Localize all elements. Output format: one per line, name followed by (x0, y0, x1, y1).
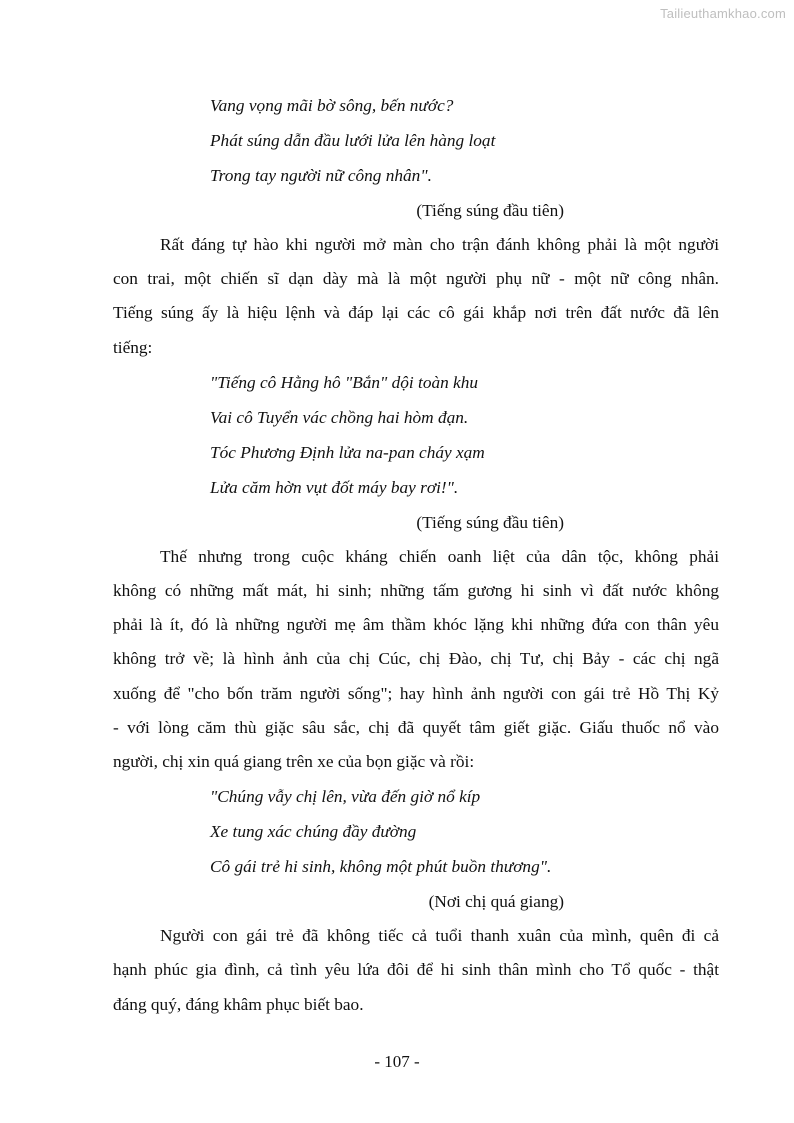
verse-line: Xe tung xác chúng đầy đường (210, 822, 417, 842)
verse-line: "Tiếng cô Hằng hô "Bắn" dội toàn khu (210, 372, 479, 392)
watermark: Tailieuthamkhao.com (660, 6, 786, 21)
paragraph-line: Tiếng súng ấy là hiệu lệnh và đáp lại các cô gái khắp nơi trên đất nước đã lên (113, 303, 719, 323)
paragraph-line: không có những mất mát, hi sinh; những tấm gương hi sinh vì đất nước không (113, 581, 719, 601)
verse-line: Vang vọng mãi bờ sông, bến nước? (210, 96, 454, 115)
paragraph-line: tiếng: (113, 337, 153, 357)
paragraph-line: xuống để "cho bốn trăm người sống"; hay hình ảnh người con gái trẻ Hồ Thị Kỷ (113, 683, 719, 703)
paragraph-line: Rất đáng tự hào khi người mở màn cho trận đánh không phải là một người (160, 235, 719, 254)
poem-source-2: (Tiếng súng đầu tiên) (416, 512, 564, 532)
verse-line: Trong tay người nữ công nhân". (210, 166, 432, 185)
paragraph-line: Người con gái trẻ đã không tiếc cả tuổi thanh xuân của mình, quên đi cả (160, 926, 719, 946)
verse-line: Lửa căm hờn vụt đốt máy bay rơi!". (210, 477, 459, 497)
paragraph-3 (113, 919, 719, 1022)
poem-excerpt-1 (210, 88, 719, 193)
paragraph-line: đáng quý, đáng khâm phục biết bao. (113, 994, 364, 1014)
paragraph-line: phải là ít, đó là những người mẹ âm thầm khóc lặng khi những đứa con thân yêu (113, 615, 719, 635)
page-number: - 107 - (374, 1052, 420, 1071)
verse-line: Vai cô Tuyển vác chồng hai hòm đạn. (210, 407, 469, 427)
verse-line: Cô gái trẻ hi sinh, không một phút buồn thương". (210, 857, 552, 877)
paragraph-line: không trở về; là hình ảnh của chị Cúc, chị Đào, chị Tư, chị Bảy - các chị ngã (113, 649, 719, 669)
verse-line: "Chúng vẫy chị lên, vừa đến giờ nổ kíp (210, 787, 481, 807)
paragraph-1 (113, 228, 719, 365)
paragraph-line: con trai, một chiến sĩ dạn dày mà là một người phụ nữ - một nữ công nhân. (113, 269, 719, 289)
poem-source-3: (Nơi chị quá giang) (428, 892, 564, 912)
paragraph-line: hạnh phúc gia đình, cả tình yêu lứa đôi để hi sinh thân mình cho Tổ quốc - thật (113, 960, 719, 980)
paragraph-line: người, chị xin quá giang trên xe của bọn giặc và rồi: (113, 752, 475, 772)
page-body (113, 88, 719, 1022)
poem-source-1: (Tiếng súng đầu tiên) (416, 201, 564, 220)
poem-excerpt-3 (210, 779, 719, 884)
verse-line: Phát súng dẫn đầu lưới lửa lên hàng loạt (210, 131, 496, 150)
paragraph-line: Thế nhưng trong cuộc kháng chiến oanh liệt của dân tộc, không phải (160, 546, 719, 566)
poem-excerpt-2 (210, 365, 719, 505)
verse-line: Tóc Phương Định lửa na-pan cháy xạm (210, 442, 485, 462)
paragraph-2 (113, 540, 719, 779)
paragraph-line: - với lòng căm thù giặc sâu sắc, chị đã quyết tâm giết giặc. Giấu thuốc nổ vào (113, 717, 719, 737)
